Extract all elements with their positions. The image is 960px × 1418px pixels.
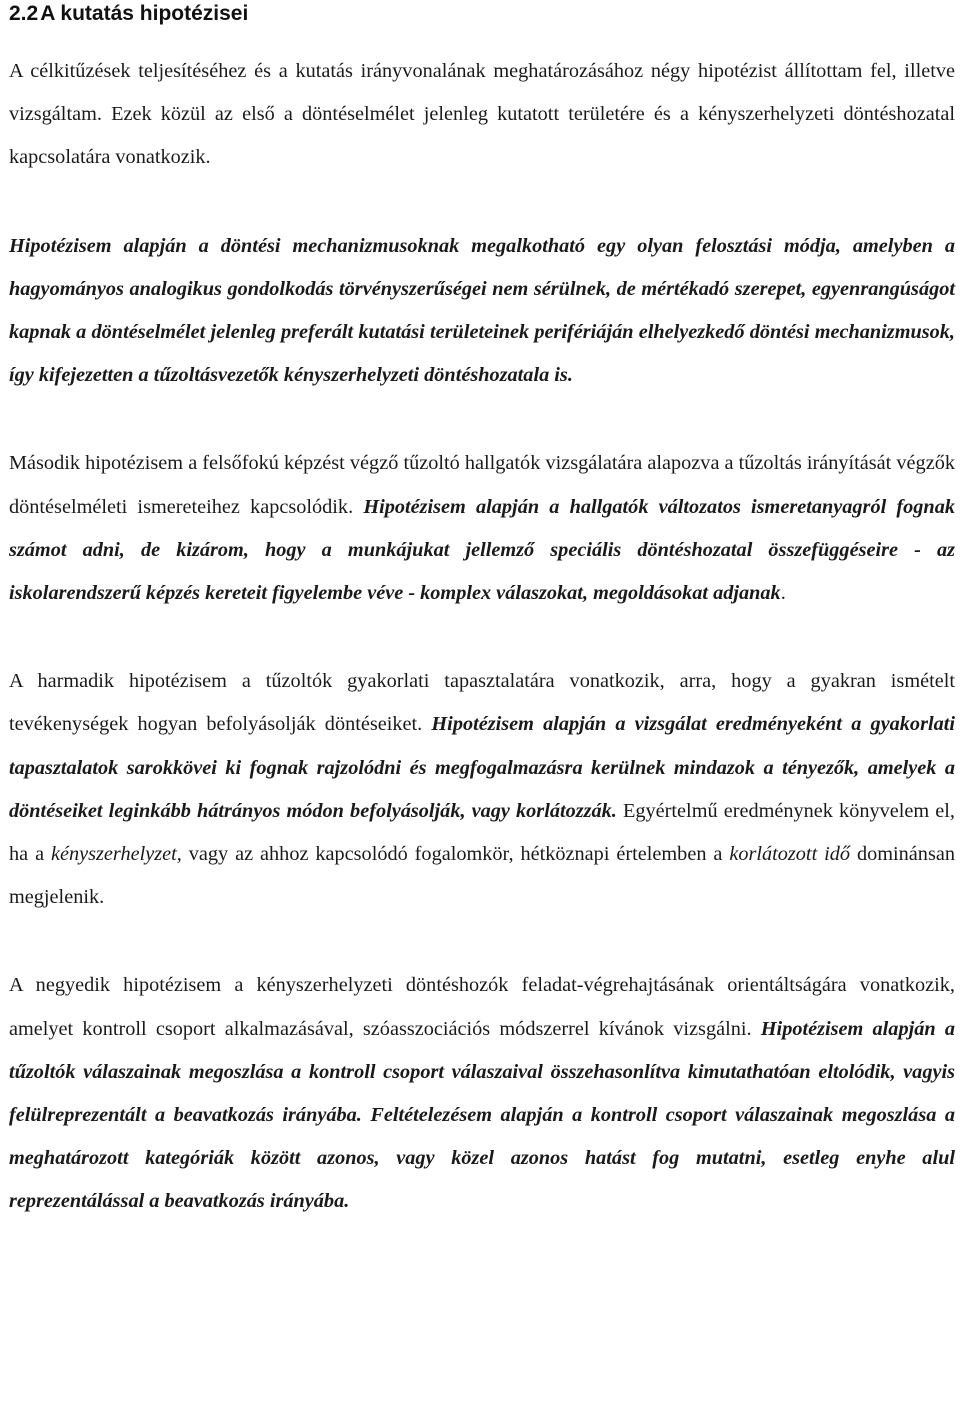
hypothesis-3-term-1: kényszerhelyzet, bbox=[51, 843, 182, 866]
intro-paragraph: A célkitűzések teljesítéséhez és a kutatás irányvonalának meghatározásához négy hipotézist állítottam fel, illetve vizsgáltam. Ezek közül az első a döntéselmélet jelenleg kutatott területére és a kényszerhelyzeti döntéshozatal kapcsolatára vonatkozik. bbox=[9, 60, 955, 169]
hypothesis-3-mid-2: vagy az ahhoz kapcsolódó fogalomkör, hétköznapi értelemben a bbox=[181, 843, 730, 866]
section-number: 2.2 bbox=[9, 2, 39, 25]
hypothesis-2-statement: Hipotézisem alapján a hallgatók változatos ismeretanyagról fognak számot adni, de kizárom, hogy a munkájukat jellemző speciális döntéshozatal összefüggéseire - az iskolarendszerű képzés kereteit figyelembe véve - komplex válaszokat, megoldásokat adjanak bbox=[9, 495, 955, 605]
hypothesis-1-paragraph: Hipotézisem alapján a döntési mechanizmusoknak megalkotható egy olyan felosztási módja, amelyben a hagyományos analogikus gondolkodás törvényszerűségei nem sérülnek, de mértékadó szerepet, egyenrangúságot kapnak a döntéselmélet jelenleg preferált kutatási területeinek perifériáján elhelyezkedő döntési mechanizmusok, így kifejezetten a tűzoltásvezetők kényszerhelyzeti döntéshozatala is. bbox=[9, 234, 955, 387]
hypothesis-4-paragraph bbox=[9, 964, 955, 1223]
hypothesis-3-end: dominánsan megjelenik. bbox=[9, 843, 955, 909]
hypothesis-3-statement: Hipotézisem alapján a vizsgálat eredményeként a gyakorlati tapasztalatok sarokkövei ki fognak rajzolódni és megfogalmazásra kerülnek mindazok a tényezők, amelyek a döntéseiket leginkább hátrányos módon befolyásolják, vagy korlátozzák. bbox=[9, 713, 956, 822]
hypothesis-4-statement: Hipotézisem alapján a tűzoltók válaszainak megoszlása a kontroll csoport válaszaival összehasonlítva kimutathatóan eltolódik, vagyis felülreprezentált a beavatkozás irányába. Feltételezésem alapján a kontroll csoport válaszainak megoszlása a meghatározott kategóriák között azonos, vagy közel azonos hatást fog mutatni, esetleg enyhe alul reprezentálással a beavatkozás irányába. bbox=[9, 1017, 955, 1213]
hypothesis-2-end: . bbox=[780, 582, 786, 605]
hypothesis-3-paragraph bbox=[9, 660, 955, 919]
section-title: A kutatás hipotézisei bbox=[40, 2, 249, 25]
hypothesis-2-intro: Második hipotézisem a felsőfokú képzést végző tűzoltó hallgatók vizsgálatára alapozva a tűzoltás irányítását végzők döntéselméleti ismereteihez kapcsolódik. bbox=[9, 452, 955, 518]
hypothesis-3-mid-1: Egyértelmű eredménynek könyvelem el, ha a bbox=[9, 799, 955, 866]
hypothesis-4-intro: A negyedik hipotézisem a kényszerhelyzeti döntéshozók feladat-végrehajtásának orientáltságára vonatkozik, amelyet kontroll csoport alkalmazásával, szóasszociációs módszerrel kívánok vizsgálni. bbox=[9, 974, 955, 1040]
hypothesis-2-paragraph bbox=[9, 442, 955, 615]
hypothesis-3-term-2: korlátozott idő bbox=[729, 843, 851, 866]
hypothesis-3-intro: A harmadik hipotézisem a tűzoltók gyakorlati tapasztalatára vonatkozik, arra, hogy a gyakran ismételt tevékenységek hogyan befolyásolják döntéseiket. bbox=[9, 670, 955, 736]
section-heading bbox=[9, 0, 955, 28]
document-page bbox=[9, 0, 955, 1224]
